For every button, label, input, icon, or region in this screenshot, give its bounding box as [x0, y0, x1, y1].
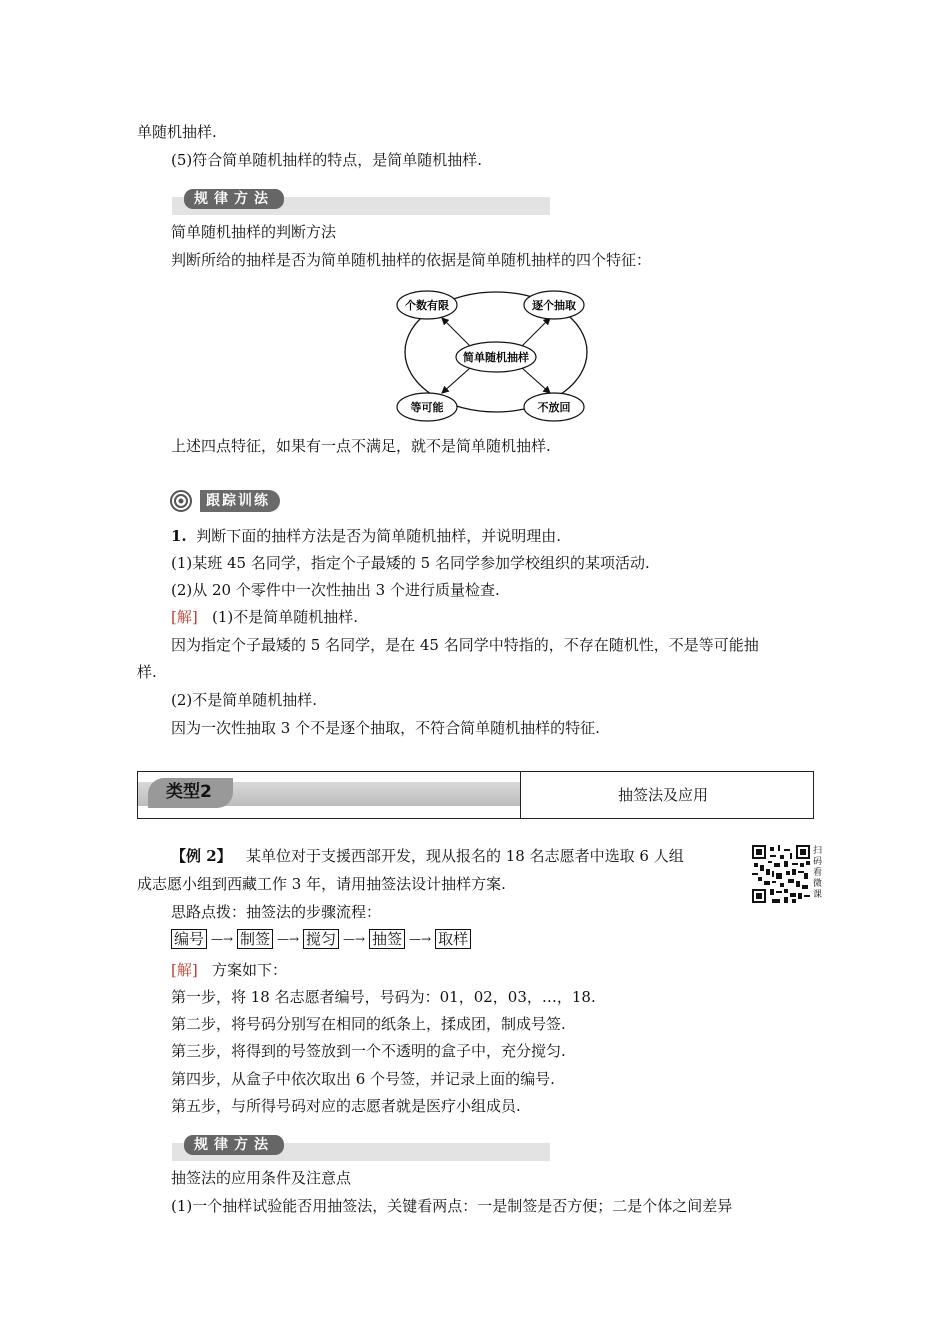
- type-divider: [520, 772, 521, 818]
- method2-title: 抽签法的应用条件及注意点: [171, 1169, 352, 1187]
- arrow-bottom-left: [442, 368, 470, 393]
- practice-item-1: (1)某班 45 名同学，指定个子最矮的 5 名同学参加学校组织的某项活动.: [171, 554, 650, 572]
- flow-step-3: 搅匀: [303, 929, 339, 949]
- question-text: 判断下面的抽样方法是否为简单随机抽样，并说明理由.: [196, 527, 561, 545]
- method-banner-label-2: 规律方法: [184, 1135, 284, 1155]
- node-top-right: 逐个抽取: [532, 299, 576, 312]
- node-top-left: 个数有限: [405, 299, 449, 312]
- flow-arrow: —→: [277, 932, 300, 946]
- example-solution-tag: [解]: [171, 961, 198, 979]
- step-5: 第五步，与所得号码对应的志愿者就是医疗小组成员.: [171, 1097, 521, 1115]
- example-hint: 思路点拨：抽签法的步骤流程：: [171, 903, 382, 921]
- node-bottom-left: 等可能: [410, 401, 444, 414]
- node-bottom-right: 不放回: [537, 401, 571, 414]
- solution-line-2: 因为指定个子最矮的 5 名同学，是在 45 名同学中特指的，不存在随机性，不是等可能抽: [171, 636, 759, 654]
- step-3: 第三步，将得到的号签放到一个不透明的盒子中，充分搅匀.: [171, 1042, 566, 1060]
- method-intro: 判断所给的抽样是否为简单随机抽样的依据是简单随机抽样的四个特征：: [171, 251, 652, 269]
- lottery-flow: [171, 929, 471, 949]
- practice-question: [171, 526, 561, 546]
- arrow-top-left: [442, 318, 470, 346]
- node-center: 简单随机抽样: [463, 351, 529, 364]
- solution-line-1: [171, 607, 358, 627]
- step-2: 第二步，将号码分别写在相同的纸条上，揉成团，制成号签.: [171, 1015, 566, 1033]
- example-text-1: 某单位对于支援西部开发，现从报名的 18 名志愿者中选取 6 人组: [245, 847, 684, 865]
- example-tag: 【例 2】: [171, 847, 232, 865]
- flow-step-5: 取样: [435, 929, 471, 949]
- features-diagram: [392, 285, 602, 423]
- arrow-bottom-right: [522, 368, 550, 393]
- flow-step-2: 制签: [237, 929, 273, 949]
- flow-arrow: —→: [210, 932, 234, 946]
- arrow-top-right: [522, 318, 550, 346]
- step-4: 第四步，从盒子中依次取出 6 个号签，并记录上面的编号.: [171, 1070, 555, 1088]
- example-line-1: [171, 846, 684, 866]
- flow-arrow: —→: [343, 932, 366, 946]
- solution-line-3: 样.: [137, 663, 157, 681]
- example-solution-intro-text: 方案如下：: [212, 961, 288, 979]
- practice-banner-label: 跟踪训练: [200, 490, 280, 512]
- method-title: 简单随机抽样的判断方法: [171, 223, 337, 241]
- example-solution-intro: [171, 960, 287, 980]
- type-label: 类型2: [148, 778, 233, 808]
- solution-tag: [解]: [171, 608, 198, 626]
- solution-text: (1)不是简单随机抽样.: [212, 608, 359, 626]
- type-header: [137, 771, 814, 819]
- type-title: 抽签法及应用: [618, 786, 709, 804]
- practice-item-2: (2)从 20 个零件中一次性抽出 3 个进行质量检查.: [171, 581, 500, 599]
- flow-arrow: —→: [409, 932, 432, 946]
- target-icon: [170, 490, 200, 512]
- paragraph-point-5: (5)符合简单随机抽样的特点，是简单随机抽样.: [171, 151, 483, 169]
- flow-step-1: 编号: [171, 929, 207, 949]
- method2-line-1: (1)一个抽样试验能否用抽签法，关键看两点：一是制签是否方便；二是个体之间差异: [171, 1197, 733, 1215]
- solution-line-5: 因为一次性抽取 3 个不是逐个抽取，不符合简单随机抽样的特征.: [171, 719, 600, 737]
- solution-line-4: (2)不是简单随机抽样.: [171, 691, 318, 709]
- method-banner-label: 规律方法: [184, 189, 284, 209]
- qr-code[interactable]: [752, 845, 810, 903]
- example-line-2: 成志愿小组到西藏工作 3 年，请用抽签法设计抽样方案.: [137, 875, 506, 893]
- step-1: 第一步，将 18 名志愿者编号，号码为：01，02，03，…，18.: [171, 988, 596, 1006]
- question-number: 1.: [171, 527, 187, 545]
- qr-caption: 扫码看微课: [813, 846, 823, 900]
- flow-step-4: 抽签: [369, 929, 405, 949]
- paragraph-continuation: 单随机抽样.: [137, 123, 217, 141]
- method-conclusion: 上述四点特征，如果有一点不满足，就不是简单随机抽样.: [171, 437, 551, 455]
